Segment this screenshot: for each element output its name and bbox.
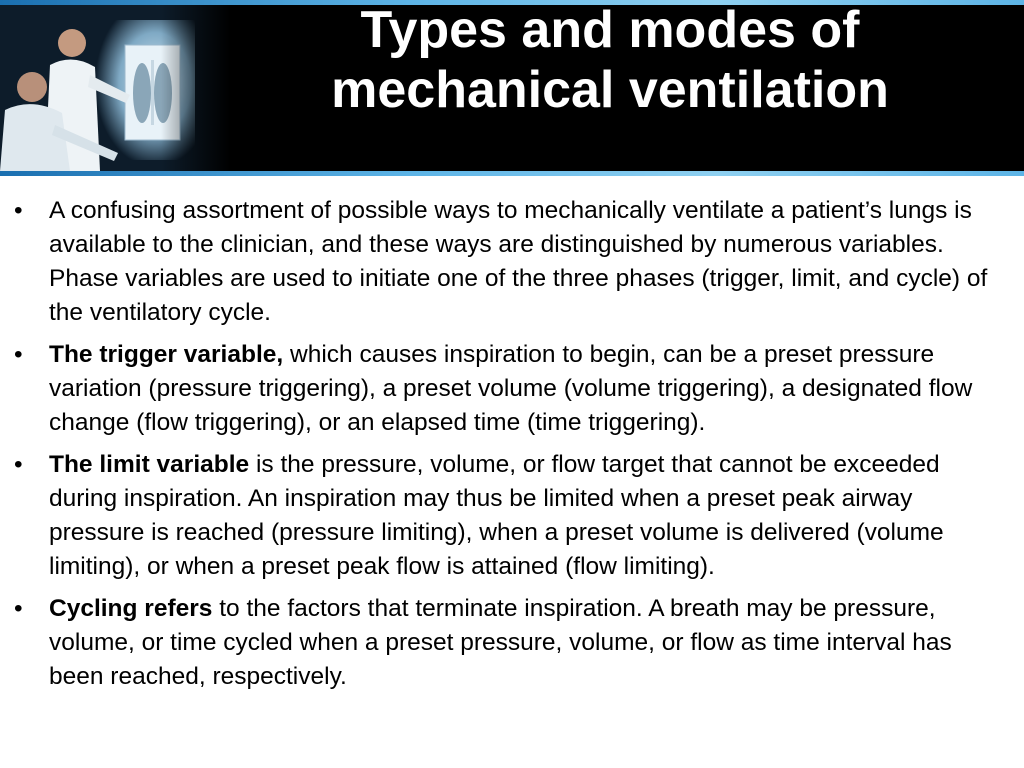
slide-title-line-2: mechanical ventilation xyxy=(331,61,889,119)
bullet-dot-icon: • xyxy=(14,341,23,368)
bullet-item-intro xyxy=(0,194,1024,330)
bullet-lead: The trigger variable, xyxy=(49,341,284,368)
bullet-list xyxy=(0,194,1024,702)
bullet-lead: The limit variable xyxy=(49,451,250,478)
bullet-item-limit-variable xyxy=(0,448,1024,584)
bullet-lead: Cycling refers xyxy=(49,595,213,622)
bullet-text: which causes inspiration to begin, can be a preset pressure variation (pressure triggering), a preset volume (volume triggering), a designated flow change (flow triggering), or an elapsed time (time triggering). xyxy=(49,341,973,436)
bullet-text: is the pressure, volume, or flow target that cannot be exceeded during inspiration. An inspiration may thus be limited when a preset peak airway pressure is reached (pressure limiting), when a preset volume is delivered (volume limiting), or when a preset peak flow is attained (flow limiting). xyxy=(49,451,944,580)
medical-staff-xray-photo xyxy=(0,5,230,171)
slide-header xyxy=(0,0,1024,176)
bullet-text: to the factors that terminate inspiration. A breath may be pressure, volume, or time cycled when a preset pressure, volume, or flow as time interval has been reached, respectively. xyxy=(49,595,952,690)
bullet-dot-icon: • xyxy=(14,197,23,224)
bullet-dot-icon: • xyxy=(14,451,23,478)
slide-title xyxy=(240,0,980,120)
header-accent-line-bottom xyxy=(0,171,1024,176)
bullet-item-trigger-variable xyxy=(0,338,1024,440)
bullet-text: A confusing assortment of possible ways to mechanically ventilate a patient’s lungs is available to the clinician, and these ways are distinguished by numerous variables. Phase variables are used to initiate one of the three phases (trigger, limit, and cycle) of the ventilatory cycle. xyxy=(49,197,988,326)
bullet-dot-icon: • xyxy=(14,595,23,622)
bullet-item-cycling xyxy=(0,592,1024,694)
slide-title-line-1: Types and modes of xyxy=(360,1,860,59)
